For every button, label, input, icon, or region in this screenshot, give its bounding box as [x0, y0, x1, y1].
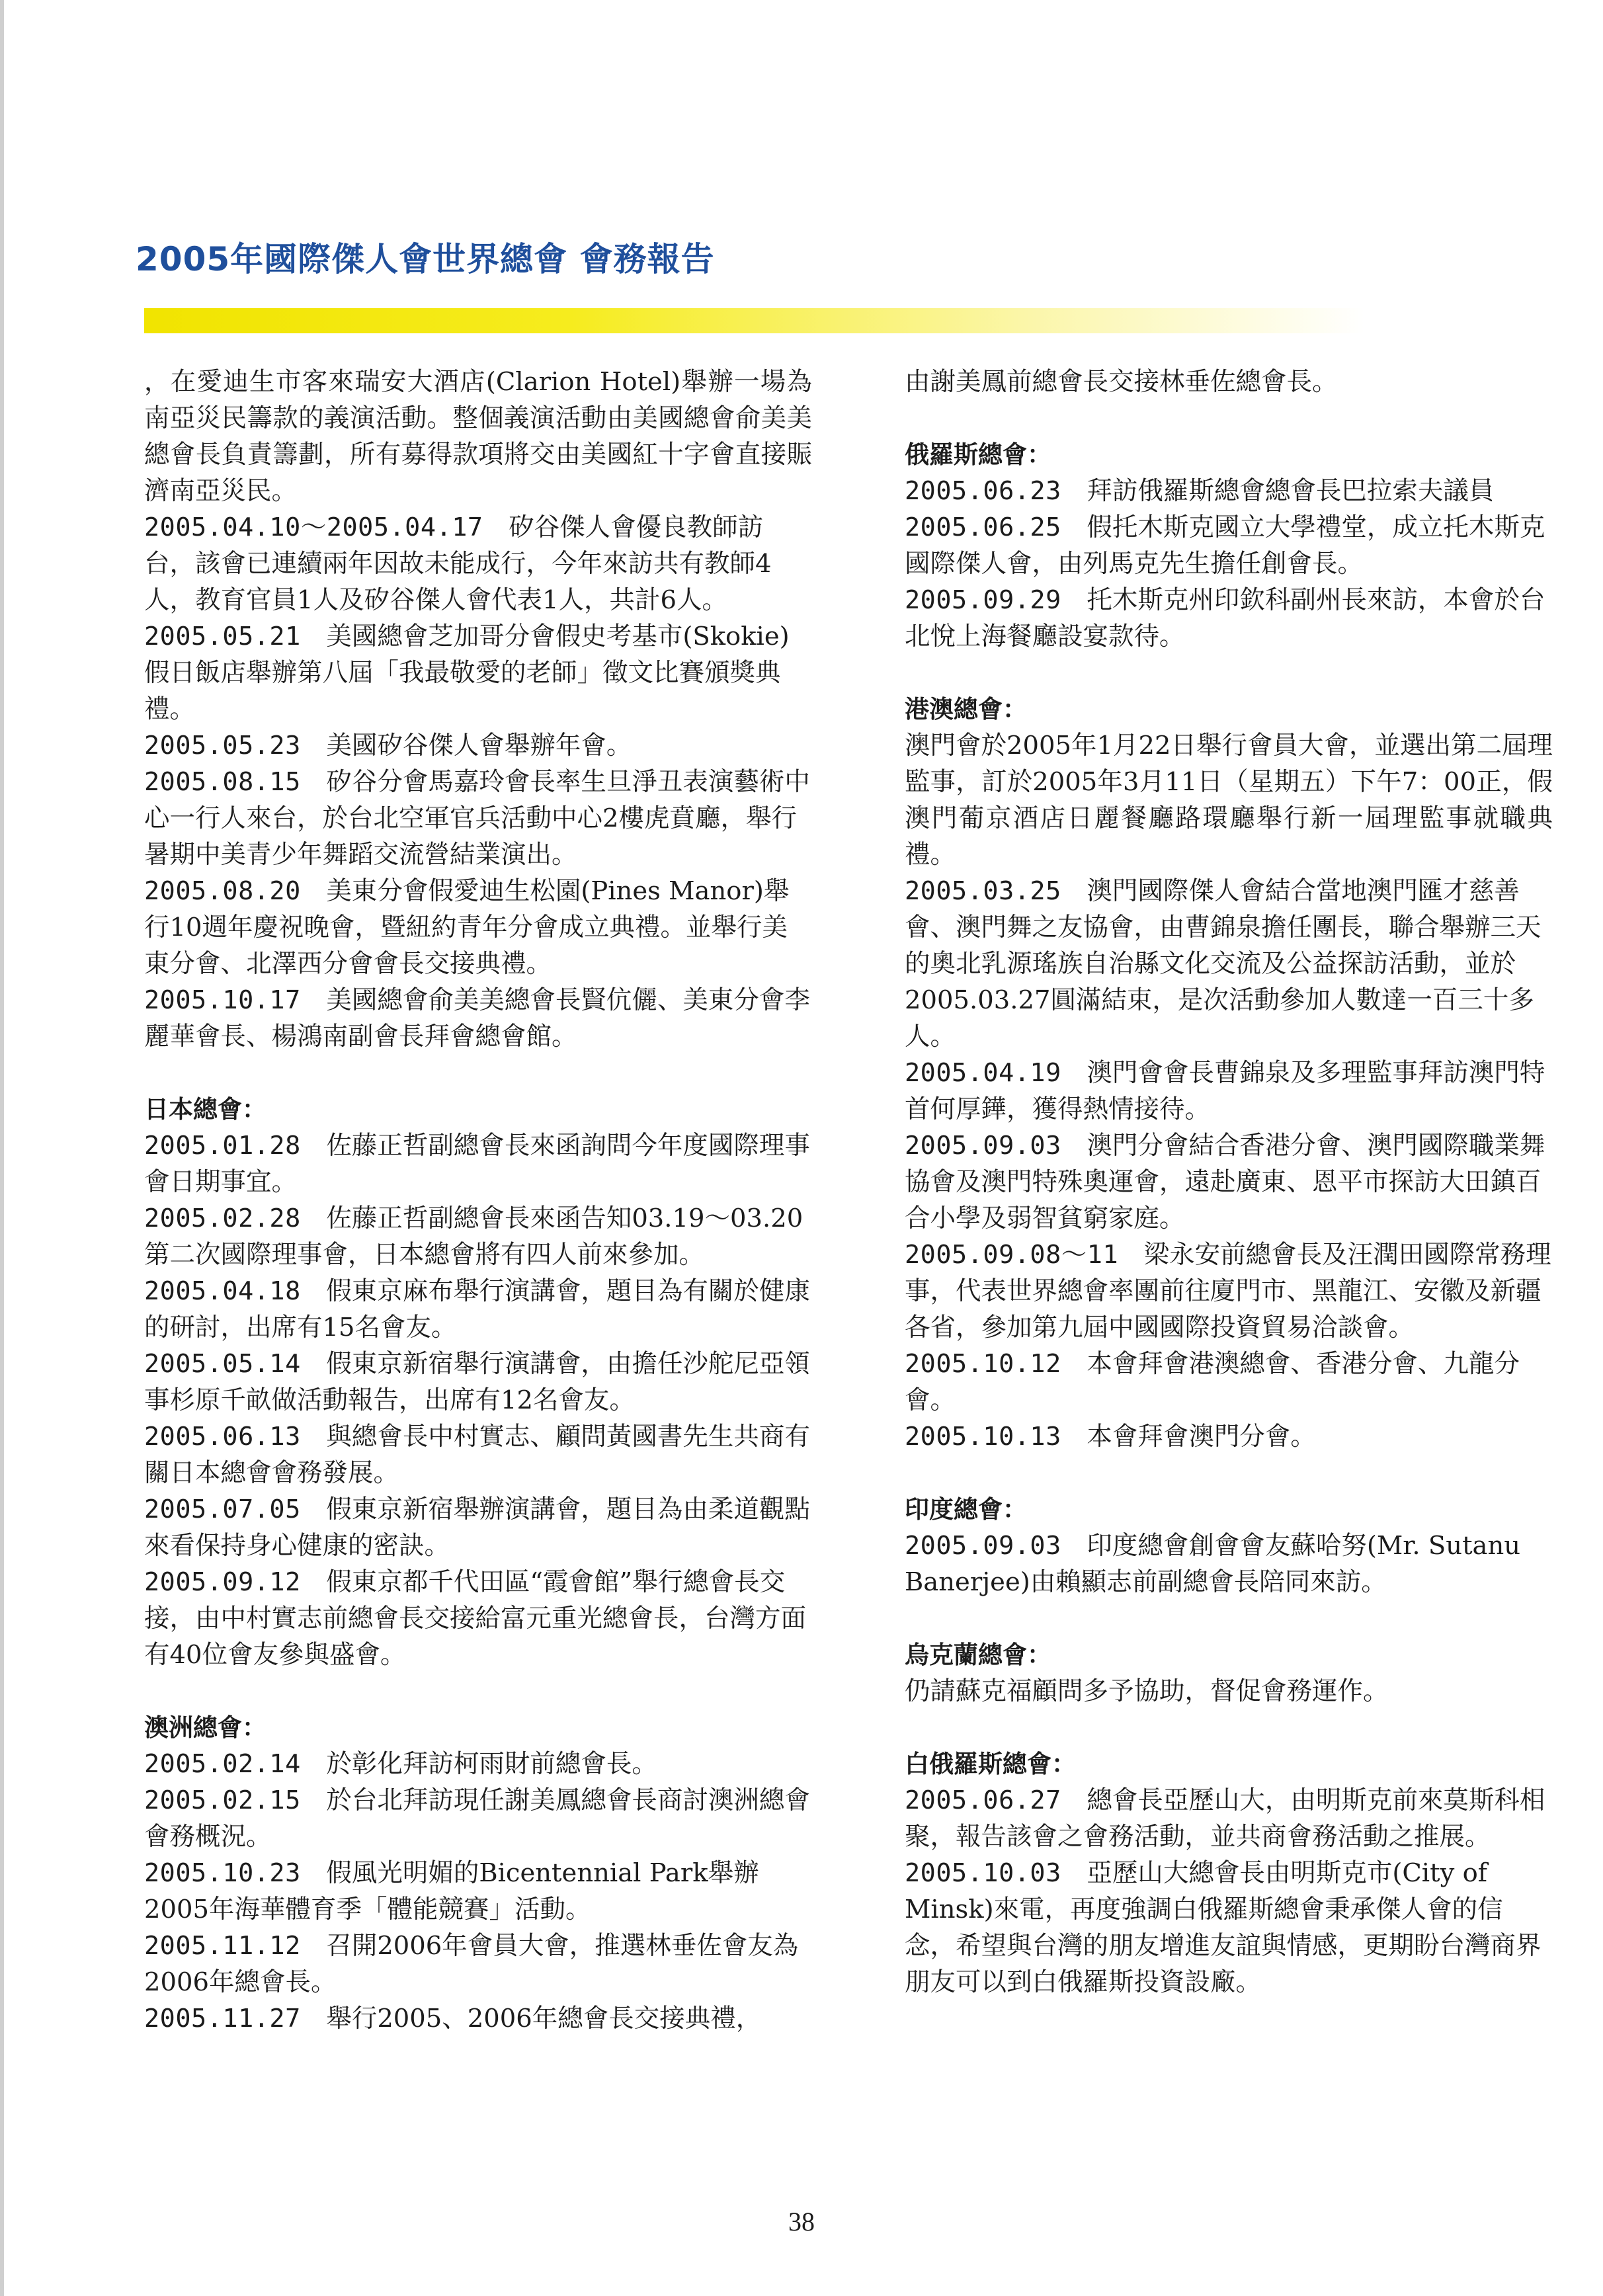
entry-date: 2005.08.20 — [144, 876, 301, 906]
entry — [144, 1273, 812, 1346]
section-heading-hongkong-macau: 港澳總會： — [905, 695, 1027, 723]
entry-text: 美東分會假愛迪生松園(Pines Manor)舉行10週年慶祝晚會，暨紐約青年分會成立典禮。並舉行美東分會、北澤西分會會長交接典禮。 — [144, 876, 790, 979]
entry-date: 2005.04.19 — [905, 1058, 1061, 1088]
entry-text: 總會長亞歷山大，由明斯克前來莫斯科相聚，報告該會之會務活動，並共商會務活動之推展。 — [905, 1785, 1545, 1852]
entry-text: 本會拜會港澳總會、香港分會、九龍分會。 — [905, 1349, 1520, 1415]
entry-text: 於彰化拜訪柯雨財前總會長。 — [326, 1749, 657, 1779]
entry — [144, 2000, 812, 2037]
entry — [905, 1346, 1553, 1418]
entry-date: 2005.04.18 — [144, 1276, 301, 1306]
entry-date: 2005.02.28 — [144, 1204, 301, 1233]
entry-date: 2005.11.12 — [144, 1931, 301, 1961]
entry-date: 2005.02.14 — [144, 1749, 301, 1779]
entry-text: 美國矽谷傑人會舉辦年會。 — [326, 731, 632, 760]
entry — [905, 873, 1553, 1055]
right-column — [905, 364, 1553, 2000]
section-heading-belarus: 白俄羅斯總會： — [905, 1750, 1076, 1778]
entry — [144, 1746, 812, 1782]
entry-text: 假風光明媚的Bicentennial Park舉辦2005年海華體育季「體能競賽」活動。 — [144, 1858, 759, 1924]
page-title: 2005年國際傑人會世界總會 會務報告 — [136, 239, 715, 278]
entry-text: 托木斯克州印欽科副州長來訪，本會於台北悅上海餐廳設宴款待。 — [905, 585, 1545, 651]
entry-date: 2005.01.28 — [144, 1131, 301, 1161]
entry-date: 2005.06.25 — [905, 512, 1061, 542]
entry-date: 2005.10.13 — [905, 1422, 1061, 1452]
entry-text: 假東京麻布舉行演講會，題目為有關於健康的研討，出席有15名會友。 — [144, 1276, 810, 1342]
entry-date: 2005.04.10～2005.04.17 — [144, 512, 483, 542]
entry-date: 2005.06.23 — [905, 476, 1061, 506]
section-heading-japan: 日本總會： — [144, 1095, 267, 1124]
page-number: 38 — [788, 2207, 815, 2236]
entry-text: 假東京都千代田區“霞會館”舉行總會長交接，由中村實志前總會長交接給富元重光總會長，台灣方面有40位會友參與盛會。 — [144, 1567, 807, 1670]
section-intro-paragraph: 澳門會於2005年1月22日舉行會員大會，並選出第二屆理監事，訂於2005年3月11日（星期五）下午7：00正，假澳門葡京酒店日麗餐廳路環廳舉行新一屆理監事就職典禮。 — [905, 731, 1553, 870]
entry-text: 矽谷傑人會優良教師訪台，該會已連續兩年因故未能成行，今年來訪共有教師4人，教育官員1人及矽谷傑人會代表1人，共計6人。 — [144, 512, 772, 615]
entry-text: 澳門分會結合香港分會、澳門國際職業舞協會及澳門特殊奧運會，遠赴廣東、恩平市探訪大田鎮百合小學及弱智貧窮家庭。 — [905, 1131, 1545, 1233]
entry-date: 2005.05.23 — [144, 731, 301, 760]
entry-text: 美國總會俞美美總會長賢伉儷、美東分會李麗華會長、楊鴻南副會長拜會總會館。 — [144, 985, 810, 1051]
entry — [144, 982, 812, 1055]
entry-date: 2005.08.15 — [144, 767, 301, 797]
entry-date: 2005.06.27 — [905, 1785, 1061, 1815]
entry — [144, 1128, 812, 1200]
entry-text: 與總會長中村實志、顧問黃國書先生共商有關日本總會會務發展。 — [144, 1422, 810, 1488]
entry-text: 亞歷山大總會長由明斯克市(City of Minsk)來電，再度強調白俄羅斯總會秉承傑人會的信念，希望與台灣的朋友增進友誼與情感，更期盼台灣商界朋友可以到白俄羅斯投資設廠。 — [905, 1858, 1541, 1997]
entry-text: 澳門會會長曹錦泉及多理監事拜訪澳門特首何厚鏵，獲得熱情接待。 — [905, 1058, 1545, 1124]
entry-text: 於台北拜訪現任謝美鳳總會長商討澳洲總會會務概況。 — [144, 1785, 810, 1852]
left-intro-paragraph: ，在愛迪生市客來瑞安大酒店(Clarion Hotel)舉辦一場為南亞災民籌款的義演活動。整個義演活動由美國總會俞美美總會長負責籌劃，所有募得款項將交由美國紅十字會直接賑濟南亞災民。 — [144, 367, 812, 506]
entry-date: 2005.09.29 — [905, 585, 1061, 615]
entry-text: 澳門國際傑人會結合當地澳門匯才慈善會、澳門舞之友協會，由曹錦泉擔任團長，聯合舉辦三天的奧北乳源瑤族自治縣文化交流及公益探訪活動，並於2005.03.27圓滿結束，是次活動參加人數達一百三十多人。 — [905, 876, 1541, 1051]
left-column — [144, 364, 812, 2037]
entry — [905, 1528, 1553, 1600]
entry — [144, 873, 812, 982]
entry — [144, 1855, 812, 1928]
entry — [905, 473, 1553, 509]
entry — [144, 1782, 812, 1855]
entry — [905, 1782, 1553, 1855]
section-heading-australia: 澳洲總會： — [144, 1713, 267, 1742]
entry-date: 2005.09.03 — [905, 1131, 1061, 1161]
entry — [144, 1200, 812, 1273]
entry — [905, 582, 1553, 655]
section-heading-india: 印度總會： — [905, 1495, 1027, 1524]
entry — [144, 618, 812, 727]
entry-text: 美國總會芝加哥分會假史考基市(Skokie)假日飯店舉辦第八屆「我最敬愛的老師」徵文比賽頒獎典禮。 — [144, 622, 790, 724]
entry-date: 2005.09.08～11 — [905, 1240, 1119, 1270]
entry-text: 印度總會創會會友蘇哈努(Mr. Sutanu Banerjee)由賴顯志前副總會長陪同來訪。 — [905, 1531, 1529, 1597]
entry-date: 2005.10.17 — [144, 985, 301, 1015]
scan-edge — [0, 0, 4, 2296]
entry-text: 假東京新宿舉辦演講會，題目為由柔道觀點來看保持身心健康的密訣。 — [144, 1495, 810, 1561]
section-heading-ukraine: 烏克蘭總會： — [905, 1641, 1051, 1669]
entry-text: 假東京新宿舉行演講會，由擔任沙舵尼亞領事杉原千畝做活動報告，出席有12名會友。 — [144, 1349, 810, 1415]
entry-date: 2005.05.21 — [144, 622, 301, 651]
entry-text: 本會拜會澳門分會。 — [1087, 1422, 1316, 1452]
entry — [905, 1237, 1553, 1346]
right-intro-paragraph: 由謝美鳳前總會長交接林垂佐總會長。 — [905, 367, 1338, 397]
entry-date: 2005.09.03 — [905, 1531, 1061, 1561]
section-heading-russia: 俄羅斯總會： — [905, 440, 1051, 469]
entry-date: 2005.11.27 — [144, 2004, 301, 2033]
entry — [144, 1346, 812, 1418]
entry-date: 2005.10.23 — [144, 1858, 301, 1888]
section-intro-paragraph: 仍請蘇克福顧問多予協助，督促會務運作。 — [905, 1676, 1389, 1706]
entry-text: 矽谷分會馬嘉玲會長率生旦淨丑表演藝術中心一行人來台，於台北空軍官兵活動中心2樓虎賁廳，舉行暑期中美青少年舞蹈交流營結業演出。 — [144, 767, 810, 870]
entry — [144, 1418, 812, 1491]
entry-text: 舉行2005、2006年總會長交接典禮， — [326, 2004, 762, 2033]
entry — [144, 1564, 812, 1673]
entry — [905, 1418, 1553, 1455]
entry-text: 拜訪俄羅斯總會總會長巴拉索夫議員 — [1087, 476, 1495, 506]
entry-date: 2005.10.12 — [905, 1349, 1061, 1379]
entry-date: 2005.02.15 — [144, 1785, 301, 1815]
entry-date: 2005.05.14 — [144, 1349, 301, 1379]
entry-date: 2005.09.12 — [144, 1567, 301, 1597]
entry — [144, 1491, 812, 1564]
entry — [144, 764, 812, 873]
entry — [905, 1128, 1553, 1237]
entry — [144, 1928, 812, 2000]
entry-date: 2005.10.03 — [905, 1858, 1061, 1888]
entry — [905, 1855, 1553, 2000]
entry-date: 2005.03.25 — [905, 876, 1061, 906]
entry-text: 召開2006年會員大會，推選林垂佐會友為2006年總會長。 — [144, 1931, 799, 1997]
entry-date: 2005.07.05 — [144, 1495, 301, 1524]
title-underline-bar — [144, 308, 1364, 333]
entry-date: 2005.06.13 — [144, 1422, 301, 1452]
entry — [905, 1055, 1553, 1128]
entry — [144, 509, 812, 618]
entry-text: 佐藤正哲副總會長來函詢問今年度國際理事會日期事宜。 — [144, 1131, 810, 1197]
entry — [905, 509, 1553, 582]
entry-text: 梁永安前總會長及汪潤田國際常務理事，代表世界總會率團前往廈門市、黑龍江、安徽及新疆各省，參加第九屆中國國際投資貿易洽談會。 — [905, 1240, 1551, 1342]
entry-text: 假托木斯克國立大學禮堂，成立托木斯克國際傑人會，由列馬克先生擔任創會長。 — [905, 512, 1545, 579]
entry-text: 佐藤正哲副總會長來函告知03.19～03.20第二次國際理事會，日本總會將有四人前來參加。 — [144, 1204, 803, 1270]
entry — [144, 727, 812, 764]
